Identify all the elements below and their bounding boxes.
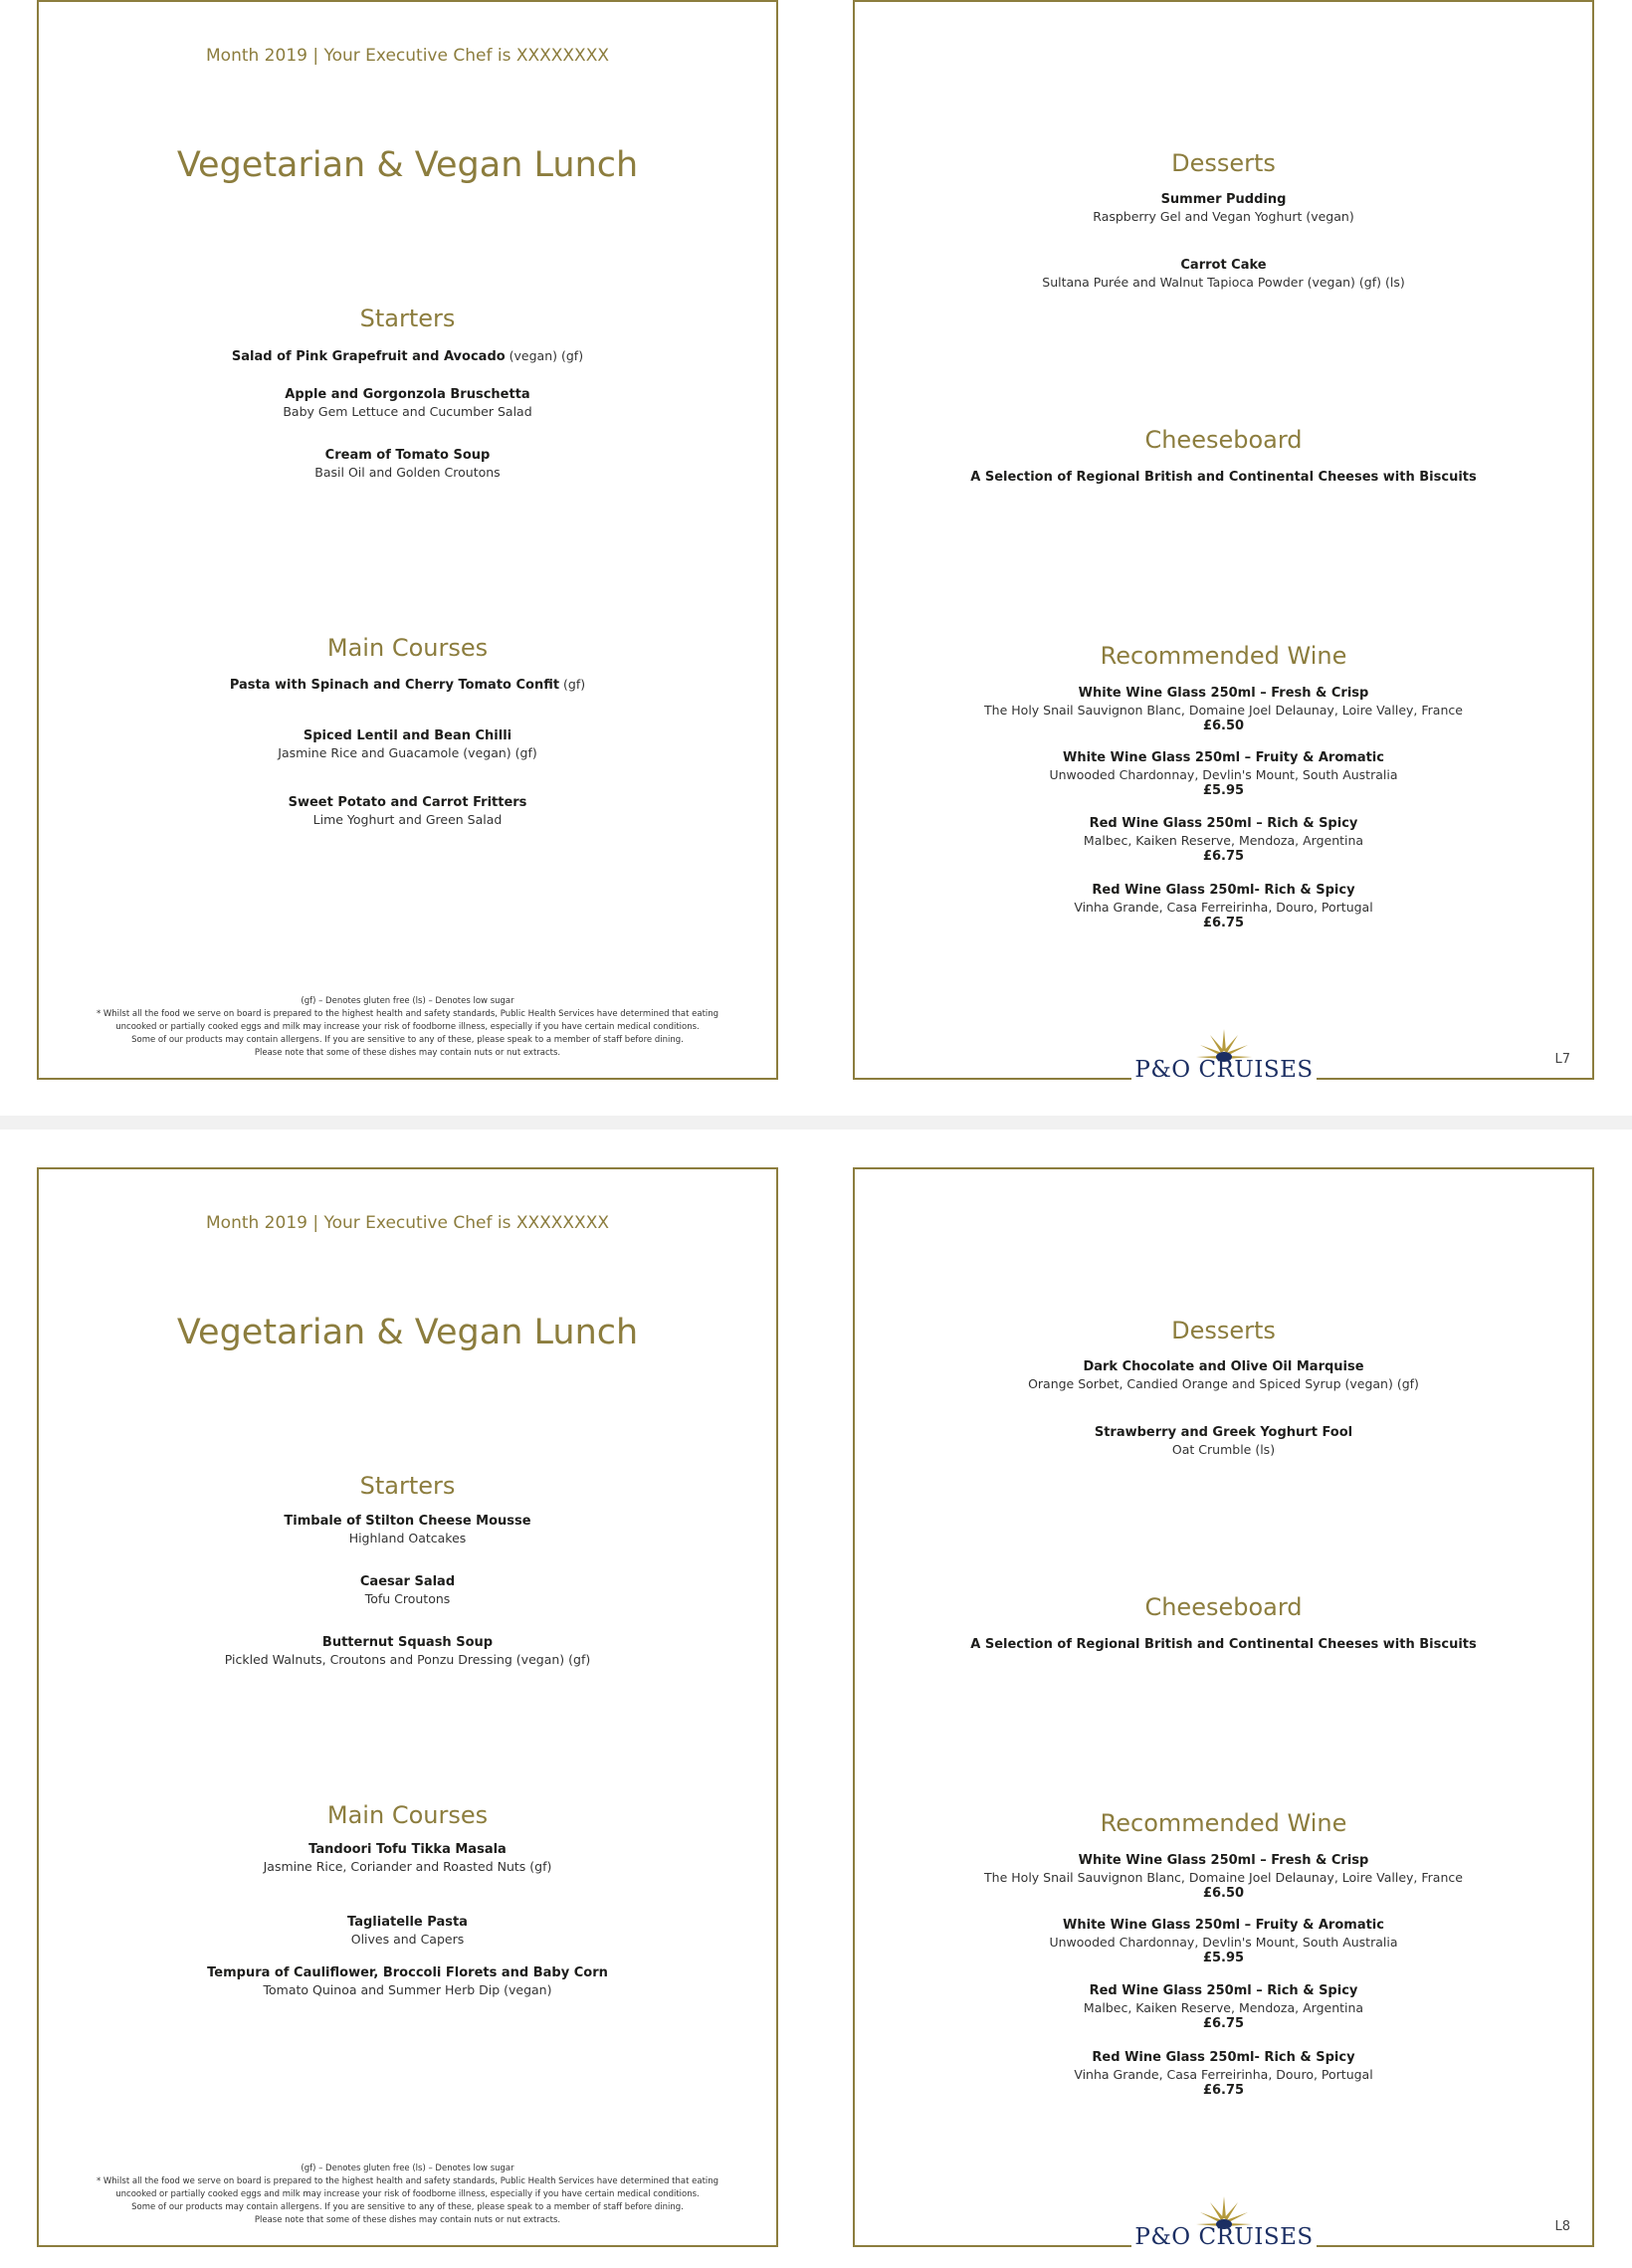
section-heading-wine: Recommended Wine	[1100, 642, 1347, 670]
left-page-2	[37, 1167, 778, 2247]
menu-item	[39, 1964, 776, 1998]
footnote-disclaimer: * Whilst all the food we serve on board is prepared to the highest health and safety standards, Public Health Services have determined that eating uncooked or partially cooked eggs and milk may increase your risk of foodborne illness, especially if you have certain medical conditions.	[96, 1009, 719, 1032]
wine-description: Unwooded Chardonnay, Devlin's Mount, South Australia	[1049, 767, 1398, 782]
dish-description: Baby Gem Lettuce and Cucumber Salad	[283, 404, 532, 419]
menu-item	[855, 257, 1592, 291]
dish-name: Tempura of Cauliflower, Broccoli Florets and Baby Corn	[207, 1965, 608, 1980]
wine-name: White Wine Glass 250ml – Fruity & Aromatic	[1063, 750, 1384, 765]
dish-name: Dark Chocolate and Olive Oil Marquise	[1083, 1359, 1364, 1374]
footnote-allergens: Some of our products may contain allergens. If you are sensitive to any of these, please speak to a member of staff before dining.	[131, 1035, 684, 1045]
dish-description: Oat Crumble (ls)	[1171, 1442, 1276, 1457]
wine-name: Red Wine Glass 250ml – Rich & Spicy	[1089, 1983, 1358, 1998]
wine-name: Red Wine Glass 250ml – Rich & Spicy	[1089, 816, 1358, 831]
menu-item	[39, 447, 776, 481]
wine-item	[855, 749, 1592, 799]
dish-name: Cream of Tomato Soup	[324, 448, 491, 463]
footnote-disclaimer: * Whilst all the food we serve on board is prepared to the highest health and safety standards, Public Health Services have determined that eating uncooked or partially cooked eggs and milk may increase your risk of foodborne illness, especially if you have certain medical conditions.	[96, 2176, 719, 2199]
dish-description: Jasmine Rice, Coriander and Roasted Nuts (gf)	[263, 1859, 552, 1874]
wine-description: The Holy Snail Sauvignon Blanc, Domaine Joel Delaunay, Loire Valley, France	[984, 1870, 1463, 1885]
dish-name: Strawberry and Greek Yoghurt Fool	[1094, 1425, 1353, 1440]
dish-name: Summer Pudding	[1160, 192, 1287, 207]
dish-description: Lime Yoghurt and Green Salad	[312, 812, 503, 827]
wine-price: £6.75	[1202, 849, 1245, 864]
dish-name: Caesar Salad	[359, 1574, 456, 1589]
menu-item	[39, 794, 776, 828]
right-page-2	[853, 1167, 1594, 2247]
menu-item	[39, 727, 776, 761]
logo-text: P&O CRUISES	[1134, 1057, 1314, 1083]
footnote-legend: (gf) – Denotes gluten free (ls) – Denotes low sugar	[301, 996, 514, 1006]
dish-suffix: (gf)	[559, 677, 586, 692]
dish-name: Butternut Squash Soup	[321, 1635, 494, 1650]
menu-item	[39, 1513, 776, 1546]
menu-item	[39, 1573, 776, 1607]
footnote-legend: (gf) – Denotes gluten free (ls) – Denotes low sugar	[301, 2164, 514, 2173]
section-heading-desserts: Desserts	[1171, 149, 1276, 177]
wine-price: £6.50	[1202, 719, 1245, 733]
page-header: Month 2019 | Your Executive Chef is XXXXXXXX	[206, 46, 609, 66]
po-cruises-logo	[1131, 1029, 1317, 1083]
section-heading-starters: Starters	[359, 1472, 456, 1500]
dish-description: Sultana Purée and Walnut Tapioca Powder (vegan) (gf) (ls)	[1042, 275, 1405, 290]
footnotes	[39, 2163, 776, 2227]
wine-name: White Wine Glass 250ml – Fresh & Crisp	[1078, 686, 1369, 701]
wine-name: White Wine Glass 250ml – Fruity & Aromatic	[1063, 1918, 1384, 1933]
wine-name: Red Wine Glass 250ml- Rich & Spicy	[1092, 883, 1355, 898]
dish-name: Apple and Gorgonzola Bruschetta	[285, 387, 530, 402]
wine-item	[855, 1917, 1592, 1966]
left-page-1	[37, 0, 778, 1080]
po-cruises-logo	[1131, 2196, 1317, 2250]
menu-item	[39, 1914, 776, 1948]
dish-suffix: (vegan) (gf)	[505, 348, 584, 363]
wine-item	[855, 1982, 1592, 2032]
dish-name: Pasta with Spinach and Cherry Tomato Confit	[229, 678, 560, 693]
dish-description: Orange Sorbet, Candied Orange and Spiced Syrup (vegan) (gf)	[1028, 1376, 1419, 1391]
dish-name: Timbale of Stilton Cheese Mousse	[284, 1514, 531, 1529]
menu-item	[39, 345, 776, 365]
wine-item	[855, 685, 1592, 734]
dish-name: Spiced Lentil and Bean Chilli	[303, 728, 512, 743]
menu-item	[39, 1634, 776, 1668]
dish-description: Jasmine Rice and Guacamole (vegan) (gf)	[278, 745, 537, 760]
menu-item	[39, 674, 776, 694]
wine-price: £6.75	[1202, 2083, 1245, 2098]
dish-description: Highland Oatcakes	[348, 1531, 467, 1546]
cheeseboard-item: A Selection of Regional British and Continental Cheeses with Biscuits	[970, 470, 1477, 485]
wine-item	[855, 1852, 1592, 1902]
dish-description: Basil Oil and Golden Croutons	[314, 465, 501, 480]
dish-name: Tagliatelle Pasta	[347, 1915, 468, 1930]
menu-item	[855, 1424, 1592, 1458]
section-heading-mains: Main Courses	[326, 1801, 489, 1829]
section-heading-mains: Main Courses	[326, 634, 489, 662]
dish-name: Tandoori Tofu Tikka Masala	[308, 1842, 507, 1857]
menu-item	[39, 1841, 776, 1875]
section-heading-cheeseboard: Cheeseboard	[1144, 426, 1303, 454]
wine-price: £6.75	[1202, 916, 1245, 930]
page-title: Vegetarian & Vegan Lunch	[176, 145, 639, 185]
wine-description: Vinha Grande, Casa Ferreirinha, Douro, Portugal	[1074, 900, 1373, 915]
wine-description: The Holy Snail Sauvignon Blanc, Domaine Joel Delaunay, Loire Valley, France	[984, 703, 1463, 718]
wine-description: Malbec, Kaiken Reserve, Mendoza, Argentina	[1083, 2000, 1364, 2015]
footnote-nuts: Please note that some of these dishes may contain nuts or nut extracts.	[254, 1048, 561, 1058]
wine-description: Malbec, Kaiken Reserve, Mendoza, Argentina	[1083, 833, 1364, 848]
dish-name: Sweet Potato and Carrot Fritters	[288, 795, 527, 810]
dish-name: Carrot Cake	[1180, 258, 1267, 273]
section-heading-wine: Recommended Wine	[1100, 1809, 1347, 1837]
dish-name: Salad of Pink Grapefruit and Avocado	[231, 349, 506, 364]
wine-item	[855, 815, 1592, 865]
page-number: L7	[1554, 1052, 1570, 1067]
wine-item	[855, 2049, 1592, 2099]
wine-item	[855, 882, 1592, 931]
spread-divider	[0, 1116, 1632, 1130]
footnote-nuts: Please note that some of these dishes may contain nuts or nut extracts.	[254, 2215, 561, 2225]
dish-description: Pickled Walnuts, Croutons and Ponzu Dressing (vegan) (gf)	[224, 1652, 591, 1667]
dish-description: Tomato Quinoa and Summer Herb Dip (vegan)	[263, 1982, 552, 1997]
wine-price: £5.95	[1202, 1951, 1245, 1965]
menu-item	[855, 1358, 1592, 1392]
dish-description: Raspberry Gel and Vegan Yoghurt (vegan)	[1093, 209, 1354, 224]
footnote-allergens: Some of our products may contain allergens. If you are sensitive to any of these, please speak to a member of staff before dining.	[131, 2202, 684, 2212]
menu-item	[855, 191, 1592, 225]
section-heading-cheeseboard: Cheeseboard	[1144, 1593, 1303, 1621]
section-heading-starters: Starters	[359, 305, 456, 332]
wine-description: Vinha Grande, Casa Ferreirinha, Douro, Portugal	[1074, 2067, 1373, 2082]
wine-price: £5.95	[1202, 783, 1245, 798]
cheeseboard-item: A Selection of Regional British and Continental Cheeses with Biscuits	[970, 1637, 1477, 1652]
footnotes	[39, 995, 776, 1060]
menu-item	[39, 386, 776, 420]
dish-description: Olives and Capers	[350, 1932, 465, 1947]
wine-name: White Wine Glass 250ml – Fresh & Crisp	[1078, 1853, 1369, 1868]
logo-text: P&O CRUISES	[1134, 2224, 1314, 2250]
wine-price: £6.50	[1202, 1886, 1245, 1901]
right-page-1	[853, 0, 1594, 1080]
wine-name: Red Wine Glass 250ml- Rich & Spicy	[1092, 2050, 1355, 2065]
section-heading-desserts: Desserts	[1171, 1317, 1276, 1344]
page-number: L8	[1554, 2219, 1570, 2234]
wine-description: Unwooded Chardonnay, Devlin's Mount, South Australia	[1049, 1935, 1398, 1950]
page-header: Month 2019 | Your Executive Chef is XXXXXXXX	[206, 1213, 609, 1233]
page-title: Vegetarian & Vegan Lunch	[176, 1313, 639, 1352]
wine-price: £6.75	[1202, 2016, 1245, 2031]
dish-description: Tofu Croutons	[364, 1591, 451, 1606]
